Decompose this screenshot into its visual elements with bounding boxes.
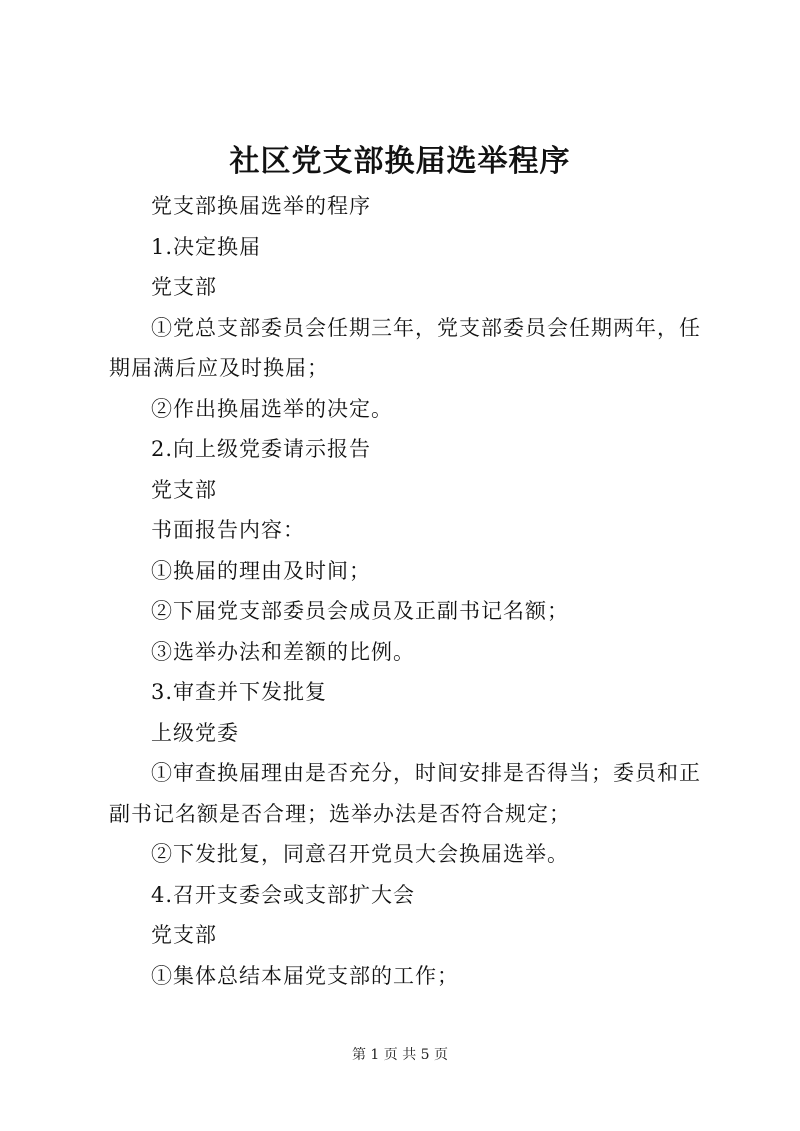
- paragraph: 书面报告内容：: [151, 518, 305, 542]
- paragraph: ①审查换届理由是否充分，时间安排是否得当；委员和正副书记名额是否合理；选举办法是否符合规定；: [109, 761, 701, 826]
- page-footer: 第 1 页 共 5 页: [351, 1047, 449, 1063]
- paragraph: ①换届的理由及时间；: [151, 558, 371, 583]
- paragraph: 党支部: [151, 923, 217, 947]
- paragraph: 党支部: [151, 275, 217, 299]
- paragraph: ②下届党支部委员会成员及正副书记名额；: [151, 599, 569, 623]
- paragraph: 上级党委: [151, 720, 239, 745]
- document-body: [109, 186, 701, 996]
- paragraph: 4.召开支委会或支部扩大会: [151, 882, 416, 907]
- paragraph: ①党总支部委员会任期三年，党支部委员会任期两年，任期届满后应及时换届；: [109, 315, 701, 380]
- paragraph: 2.向上级党委请示报告: [151, 437, 372, 461]
- paragraph: 3.审查并下发批复: [151, 680, 328, 704]
- document-title: 社区党支部换届选举程序: [229, 144, 571, 179]
- paragraph: 1.决定换届: [151, 234, 262, 259]
- paragraph: ③选举办法和差额的比例。: [151, 639, 415, 664]
- paragraph: 党支部: [151, 477, 217, 502]
- paragraph: ②作出换届选举的决定。: [151, 396, 393, 421]
- paragraph: ②下发批复，同意召开党员大会换届选举。: [151, 842, 569, 866]
- paragraph: 党支部换届选举的程序: [151, 194, 371, 218]
- paragraph: ①集体总结本届党支部的工作；: [151, 963, 459, 988]
